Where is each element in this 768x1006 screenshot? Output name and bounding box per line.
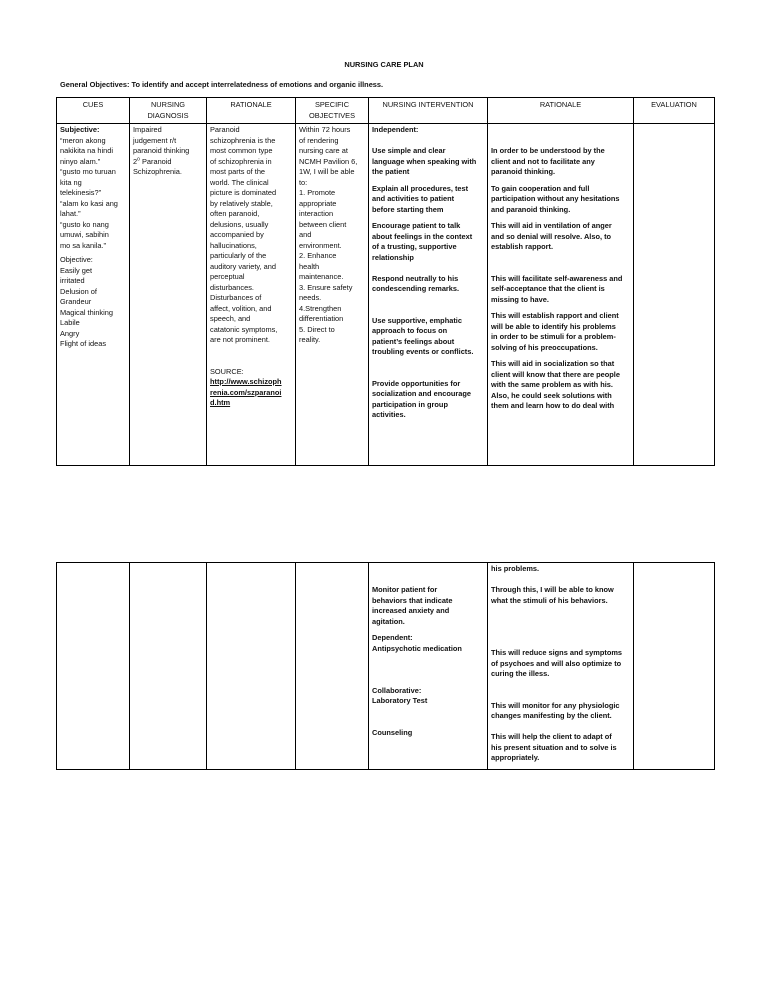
rationale-2-line: his problems. (491, 564, 540, 573)
intervention-line: Counseling (372, 727, 413, 737)
rationale-2-line: curing the illess. (491, 669, 550, 678)
diagnosis-line: Schizophrenia. (133, 167, 182, 176)
objective-line: between client (299, 219, 347, 229)
rationale-2-line: his present situation and to solve is (491, 742, 617, 752)
cue-line: kita ng (60, 177, 82, 187)
intervention-line: activities. (372, 410, 406, 419)
objective-line: environment. (299, 240, 342, 250)
rationale-line: most parts of the (210, 167, 266, 176)
objective-line: Within 72 hours (299, 125, 351, 134)
source-link[interactable]: renia.com/szparanoi (210, 387, 282, 397)
intervention-line: Monitor patient for (372, 585, 438, 594)
rationale-2-cell (488, 563, 634, 770)
cue-line: “meron akong (60, 135, 106, 145)
independent-label: Independent: (372, 125, 419, 134)
rationale-line: often paranoid, (210, 209, 260, 218)
rationale-line: accompanied by (210, 230, 264, 239)
rationale-line: by relatively stable, (210, 198, 273, 208)
intervention-line: before starting them (372, 204, 444, 214)
intervention-line: patient’s feelings about (372, 336, 455, 346)
cue-line: Delusion of (60, 286, 97, 296)
objective-line: differentiation (299, 314, 344, 323)
rationale-2-line: of psychoes and will also optimize to (491, 658, 622, 668)
rationale-line: most common type (210, 146, 273, 155)
intervention-line: participation in group (372, 399, 448, 409)
diagnosis-cell (130, 563, 207, 770)
subjective-label: Subjective: (60, 125, 100, 134)
care-plan-table-page1 (56, 97, 715, 466)
rationale-2-line: participation without any hesitations (491, 194, 620, 203)
objective-line: 4.Strengthen (299, 303, 342, 313)
objective-line: maintenance. (299, 272, 344, 281)
rationale-2-line: This will establish rapport and client (491, 311, 619, 320)
rationale-2-line: paranoid thinking. (491, 167, 556, 176)
objective-line: nursing care at (299, 146, 348, 155)
header-rationale-2: RATIONALE (488, 98, 634, 124)
rationale-line: world. The clinical (210, 177, 269, 187)
rationale-line: schizophrenia is the (210, 135, 276, 145)
cue-line: Angry (60, 328, 80, 338)
cue-line: “gusto mo turuan (60, 167, 116, 176)
rationale-line: Paranoid (210, 125, 240, 134)
rationale-2-line: will be able to identify his problems (491, 321, 616, 331)
diagnosis-cell (130, 124, 207, 466)
rationale-2-line: client will know that there are people (491, 369, 620, 379)
intervention-line: Use supportive, emphatic (372, 315, 462, 325)
table-row (57, 124, 715, 466)
rationale-2-line: This will aid in ventilation of anger (491, 221, 612, 230)
cue-line: Magical thinking (60, 307, 113, 317)
specific-objectives-cell (296, 124, 369, 466)
header-nursing-diagnosis: NURSING DIAGNOSIS (130, 98, 207, 124)
rationale-2-line: This will help the client to adapt of (491, 732, 612, 741)
rationale-2-line: establish rapport. (491, 242, 554, 251)
intervention-line: about feelings in the context (372, 231, 473, 241)
cue-line: “gusto ko nang (60, 219, 109, 229)
rationale-2-line: in order to be stimuli for a problem- (491, 332, 616, 341)
objective-line: reality. (299, 335, 321, 344)
rationale-2-line: changes manifesting by the client. (491, 711, 612, 720)
objective-line: 3. Ensure safety (299, 282, 353, 292)
table-header-row (57, 98, 715, 124)
objective-line: to: (299, 177, 308, 187)
rationale-line: hallucinations, (210, 240, 257, 250)
rationale-2-line: appropriately. (491, 753, 540, 762)
rationale-2-cell (488, 124, 634, 466)
cue-line: Labile (60, 318, 80, 327)
rationale-2-line: In order to be understood by the (491, 146, 605, 155)
rationale-2-line: with the same problem as with his. (491, 380, 613, 389)
rationale-2-line: This will monitor for any physiologic (491, 700, 620, 710)
intervention-line: Use simple and clear (372, 146, 446, 155)
rationale-line: delusions, usually (210, 219, 269, 229)
rationale-line: catatonic symptoms, (210, 324, 278, 334)
intervention-line: agitation. (372, 616, 405, 626)
rationale-2-line: To gain cooperation and full (491, 183, 590, 193)
rationale-2-line: solving of his preoccupations. (491, 342, 598, 352)
cue-line: Easily get (60, 265, 93, 275)
care-plan-table-page2 (56, 562, 715, 770)
page-title: NURSING CARE PLAN (344, 60, 424, 69)
header-cues: CUES (57, 98, 130, 124)
rationale-2-line: Also, he could seek solutions with (491, 390, 612, 400)
dependent-label: Dependent: (372, 633, 413, 642)
rationale-2-line: self-acceptance that the client is (491, 284, 605, 293)
evaluation-cell (634, 124, 715, 466)
cues-cell (57, 563, 130, 770)
source-link[interactable]: d.htm (210, 398, 231, 407)
collaborative-label: Collaborative: (372, 685, 422, 695)
rationale-2-line: and paranoid thinking. (491, 204, 571, 214)
header-evaluation: EVALUATION (634, 98, 715, 124)
intervention-line: approach to focus on (372, 326, 448, 335)
rationale-2-line: This will facilitate self-awareness and (491, 273, 623, 283)
objective-line: needs. (299, 293, 322, 302)
intervention-line: behaviors that indicate (372, 595, 453, 605)
objective-line: 1. Promote (299, 188, 336, 197)
intervention-line: Provide opportunities for (372, 378, 461, 388)
rationale-2-line: missing to have. (491, 294, 549, 304)
cue-line: “alam ko kasi ang (60, 198, 118, 208)
cues-cell (57, 124, 130, 466)
intervention-line: socialization and encourage (372, 389, 471, 398)
intervention-line: troubling events or conflicts. (372, 347, 474, 356)
specific-objectives-cell (296, 563, 369, 770)
objective-line: and (299, 230, 312, 239)
objective-label: Objective: (60, 255, 93, 264)
rationale-2-line: client and not to facilitate any (491, 156, 595, 166)
cue-line: irritated (60, 276, 85, 285)
cue-line: Grandeur (60, 297, 92, 306)
source-label: SOURCE: (210, 366, 244, 376)
intervention-line: increased anxiety and (372, 606, 450, 615)
rationale-cell (207, 563, 296, 770)
rationale-cell (207, 124, 296, 466)
table-row (57, 563, 715, 770)
intervention-line: relationship (372, 252, 414, 262)
rationale-line: picture is dominated (210, 188, 277, 197)
rationale-line: affect, volition, and (210, 303, 272, 313)
rationale-line: disturbances. (210, 282, 254, 292)
objective-line: interaction (299, 209, 334, 218)
rationale-2-line: them and learn how to do deal with (491, 401, 615, 410)
nursing-intervention-cell (369, 563, 488, 770)
rationale-line: speech, and (210, 314, 251, 323)
intervention-line: condescending remarks. (372, 284, 460, 293)
objective-line: NCMH Pavilion 6, (299, 156, 358, 166)
rationale-2-line: and so denial will resolve. Also, to (491, 231, 612, 241)
cue-line: nakikita na hindi (60, 146, 114, 155)
intervention-line: language when speaking with (372, 156, 477, 166)
header-rationale: RATIONALE (207, 98, 296, 124)
diagnosis-secondary: 2$^o$ Paranoid (133, 156, 172, 166)
objective-line: 5. Direct to (299, 324, 335, 334)
general-objectives: General Objectives: To identify and accept interrelatedness of emotions and organic illness. (60, 80, 384, 89)
header-specific-objectives: SPECIFIC OBJECTIVES (296, 98, 369, 124)
cue-line: mo sa kanila.” (60, 240, 107, 250)
cue-line: lahat.” (60, 209, 81, 218)
rationale-2-line: what the stimuli of his behaviors. (491, 595, 608, 605)
rationale-line: perceptual (210, 272, 245, 281)
intervention-line: Respond neutrally to his (372, 273, 459, 283)
intervention-line: Encourage patient to talk (372, 221, 461, 230)
rationale-2-line: This will aid in socialization so that (491, 359, 615, 368)
rationale-line: of schizophrenia in (210, 156, 272, 166)
cue-line: telekinesis?” (60, 188, 102, 197)
intervention-line: Laboratory Test (372, 696, 428, 705)
cue-line: ninyo alam.” (60, 156, 101, 166)
diagnosis-line: Impaired (133, 125, 162, 134)
objective-line: health (299, 261, 320, 271)
objective-line: 1W, I will be able (299, 167, 355, 176)
nursing-intervention-cell (369, 124, 488, 466)
objective-line: appropriate (299, 198, 337, 208)
objective-line: 2. Enhance (299, 251, 337, 260)
rationale-2-line: Through this, I will be able to know (491, 585, 614, 594)
rationale-2-line: This will reduce signs and symptoms (491, 648, 623, 657)
rationale-line: Disturbances of (210, 293, 262, 302)
intervention-line: the patient (372, 167, 410, 176)
rationale-line: auditory variety, and (210, 261, 277, 271)
cue-line: Flight of ideas (60, 339, 107, 348)
intervention-line: Explain all procedures, test (372, 183, 469, 193)
rationale-line: particularly of the (210, 251, 267, 260)
cue-line: umuwi, sabihin (60, 230, 109, 239)
intervention-line: Antipsychotic medication (372, 643, 462, 653)
evaluation-cell (634, 563, 715, 770)
diagnosis-line: judgement r/t (133, 135, 177, 145)
intervention-line: of a trusting, supportive (372, 242, 457, 251)
source-link[interactable]: http://www.schizoph (210, 377, 282, 386)
rationale-line: are not prominent. (210, 335, 270, 344)
objective-line: of rendering (299, 135, 339, 145)
intervention-line: and activities to patient (372, 194, 455, 203)
header-nursing-intervention: NURSING INTERVENTION (369, 98, 488, 124)
diagnosis-line: paranoid thinking (133, 146, 190, 155)
